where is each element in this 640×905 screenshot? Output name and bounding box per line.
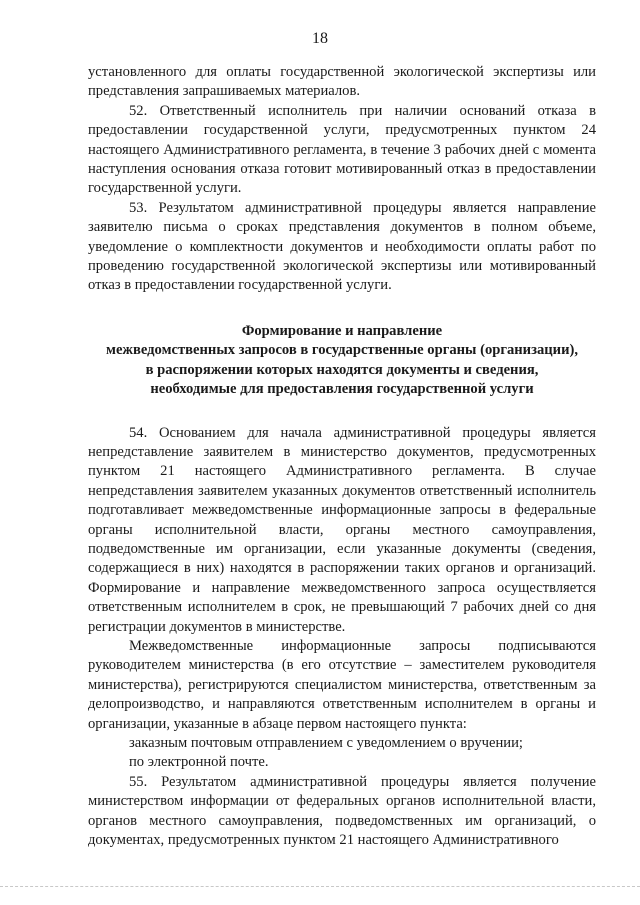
document-body: [88, 63, 596, 850]
paragraph-52: 52. Ответственный исполнитель при наличии оснований отказа в предоставлении государственной услуги, предусмотренных пунктом 24 настоящего Административного регламента, в течение 3 рабочих дней с момента наступления основания отказа готовит мотивированный отказ в предоставлении государственной услуги.: [88, 102, 596, 197]
section-heading-line-3: в распоряжении которых находятся документы и сведения,: [145, 361, 539, 378]
paragraph-54-requests: Межведомственные информационные запросы подписываются руководителем министерства (в его отсутствие – заместителем руководителя министерства), регистрируются специалистом министерства, ответственным за делопроизводство, и направляются ответственным исполнителем в органы и организации, указанные в абзаце первом настоящего пункта:: [88, 637, 596, 732]
paragraph-53: 53. Результатом административной процедуры является направление заявителю письма о сроках представления документов в полном объеме, уведомление о комплектности документов и необходимости оплаты работ по проведению государственной экологической экспертизы или мотивированный отказ в предоставлении государственной услуги.: [88, 199, 596, 294]
page-number: 18: [312, 30, 328, 47]
list-item-email: по электронной почте.: [129, 754, 269, 771]
paragraph-continuation: установленного для оплаты государственной экологической экспертизы или представления запрашиваемых материалов.: [88, 64, 596, 100]
section-heading-line-1: Формирование и направление: [241, 322, 443, 339]
section-heading-line-4: необходимые для предоставления государственной услуги: [150, 381, 534, 398]
list-item-postal: заказным почтовым отправлением с уведомлением о вручении;: [129, 735, 523, 751]
section-heading: [88, 322, 596, 400]
paragraph-54: 54. Основанием для начала административной процедуры является непредставление заявителем в министерство документов, предусмотренных пунктом 21 настоящего Административного регламента. В случае непредставления заявителем указанных документов ответственный исполнитель подготавливает межведомственные информационные запросы в федеральные органы исполнительной власти, органы местного самоуправления, подведомственные им организации, если указанные документы (сведения, содержащиеся в них) находятся в распоряжении таких органов и организаций. Формирование и направление межведомственного запроса осуществляется ответственным исполнителем в срок, не превышающий 7 рабочих дней со дня регистрации документов в министерстве.: [88, 424, 596, 635]
section-heading-line-2: межведомственных запросов в государственные органы (организации),: [106, 342, 578, 359]
paragraph-55: 55. Результатом административной процедуры является получение министерством информации от федеральных органов исполнительной власти, органов местного самоуправления, подведомственных им организаций, о документах, предусмотренных пунктом 21 настоящего Административного: [88, 773, 596, 849]
scan-artifact-line: [0, 886, 640, 888]
